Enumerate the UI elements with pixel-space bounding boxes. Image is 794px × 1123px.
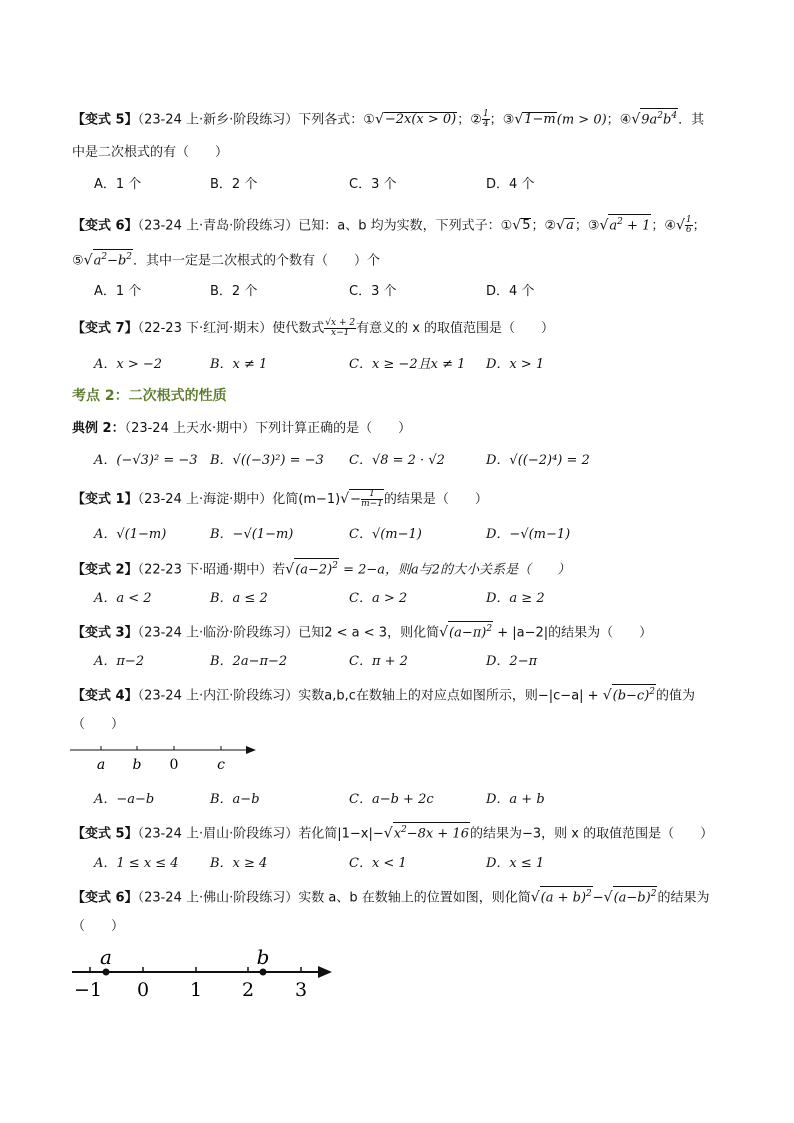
option-c[interactable]: C．3 个 [349,177,397,192]
option-d[interactable]: D．a ≥ 2 [486,591,545,606]
point-b [260,969,267,976]
option-b[interactable]: B．x ≥ 4 [210,856,268,871]
option-b[interactable]: B．2a−π−2 [210,654,288,669]
question-tag: 【变式 5】 [72,112,138,128]
question-v6-first-line2: $⑤√a^2-b^2$．其中一定是二次根式的个数有（ ）个 [72,249,380,270]
option-a[interactable]: A．(−√3)² = −3 [94,453,198,468]
question-v5-first-line2: 中是二次根式的有（ ） [72,145,229,160]
option-b[interactable]: B．2 个 [210,284,258,299]
question-b6: 【变式 6】（23-24 上·佛山·阶段练习）实数 a、b 在数轴上的位置如图，则化简$√(a + b)^2-√(a-b)^2$的结果为 [72,886,709,907]
label-b: b [132,757,142,773]
option-c[interactable]: C．π + 2 [349,654,408,669]
option-b[interactable]: B．a ≤ 2 [210,591,268,606]
question-b4: 【变式 4】（23-24 上·内江·阶段练习）实数a,b,c在数轴上的对应点如图所示，则$-|c-a| + √(b-c)^2$的值为 [72,684,695,705]
option-c[interactable]: C．√8 = 2 · √2 [349,453,445,468]
question-v5-first: 【变式 5】（23-24 上·新乡·阶段练习）下列各式：①√−2x(x > 0)；② $\frac{1}{4}$ ；③√1−m(m > 0)；$④√9a^2b^4$．其 [72,109,705,130]
option-b[interactable]: B．√((−3)²) = −3 [210,453,324,468]
option-a[interactable]: A．−a−b [94,792,155,807]
option-a[interactable]: A．π−2 [94,654,145,669]
tick-label-minus1: −1 [73,979,103,1001]
option-d[interactable]: D．4 个 [486,284,535,299]
option-a[interactable]: A．1 ≤ x ≤ 4 [94,856,179,871]
axis-arrow [318,966,332,978]
tick-label-1: 1 [189,979,203,1001]
option-c[interactable]: C．a−b + 2c [349,792,434,807]
example-2: 典例 2：（23-24 上天水·期中）下列计算正确的是（ ） [72,421,412,436]
option-d[interactable]: D．−√(m−1) [486,527,571,542]
section-heading: 考点 2：二次根式的性质 [72,388,227,404]
label-0: 0 [169,757,179,773]
tick-label-3: 3 [294,979,308,1001]
question-b4-line2: （ ） [72,717,125,732]
label-b: b [256,945,270,969]
question-b1: 【变式 1】（23-24 上·海淀·期中）化简(m−1)√− $\frac{1}{m-1}$ 的结果是（ ） [72,489,488,509]
label-c: c [217,757,225,773]
axis-arrow [246,746,256,754]
option-c[interactable]: C．x < 1 [349,856,407,871]
option-b[interactable]: B．x ≠ 1 [210,357,268,372]
option-d[interactable]: D．√((−2)⁴) = 2 [486,453,590,468]
option-d[interactable]: D．2−π [486,654,538,669]
question-v7: 【变式 7】（22-23 下·红河·期末）使代数式 $\frac{√x + 2}{x-1}$ 有意义的 x 的取值范围是（ ） [72,318,555,338]
question-b5: 【变式 5】（23-24 上·眉山·阶段练习）若化简$|1-x|-√x^2-8x + 16$的结果为−3，则 x 的取值范围是（ ） [72,822,713,843]
option-a[interactable]: A．1 个 [94,284,142,299]
number-line-b6 [70,942,340,1002]
option-c[interactable]: C．3 个 [349,284,397,299]
option-b[interactable]: B．−√(1−m) [210,527,294,542]
option-a[interactable]: A．a < 2 [94,591,152,606]
option-a[interactable]: A．1 个 [94,177,142,192]
option-b[interactable]: B．2 个 [210,177,258,192]
tick-label-2: 2 [241,979,255,1001]
option-a[interactable]: A．x > −2 [94,357,163,372]
option-a[interactable]: A．√(1−m) [94,527,167,542]
number-line-b4 [70,738,270,778]
option-d[interactable]: D．4 个 [486,177,535,192]
question-b6-line2: （ ） [72,919,125,934]
option-d[interactable]: D．a + b [486,792,545,807]
option-d[interactable]: D．x ≤ 1 [486,856,545,871]
label-a: a [100,945,112,969]
option-c[interactable]: C．a > 2 [349,591,408,606]
question-v6-first: 【变式 6】（23-24 上·青岛·阶段练习）已知：a、b 均为实数，下列式子：①√5；②√a；$③√a^2 + 1$；④√ $\frac{1}{6}$ ； [72,215,706,236]
label-a: a [96,757,106,773]
option-c[interactable]: C．√(m−1) [349,527,422,542]
point-a [103,969,110,976]
tick-label-0: 0 [136,979,150,1001]
question-b3: 【变式 3】（23-24 上·临汾·阶段练习）已知2 < a < 3，则化简$√(a-\pi)^2 + |a-2|$的结果为（ ） [72,621,652,642]
option-b[interactable]: B．a−b [210,792,260,807]
question-b2: 【变式 2】（22-23 下·昭通·期中）若$√(a-2)^2 = 2-a$，则a与2的大小关系是（ ） [72,558,570,579]
option-c[interactable]: C．x ≥ −2且x ≠ 1 [349,357,466,372]
option-d[interactable]: D．x > 1 [486,357,545,372]
